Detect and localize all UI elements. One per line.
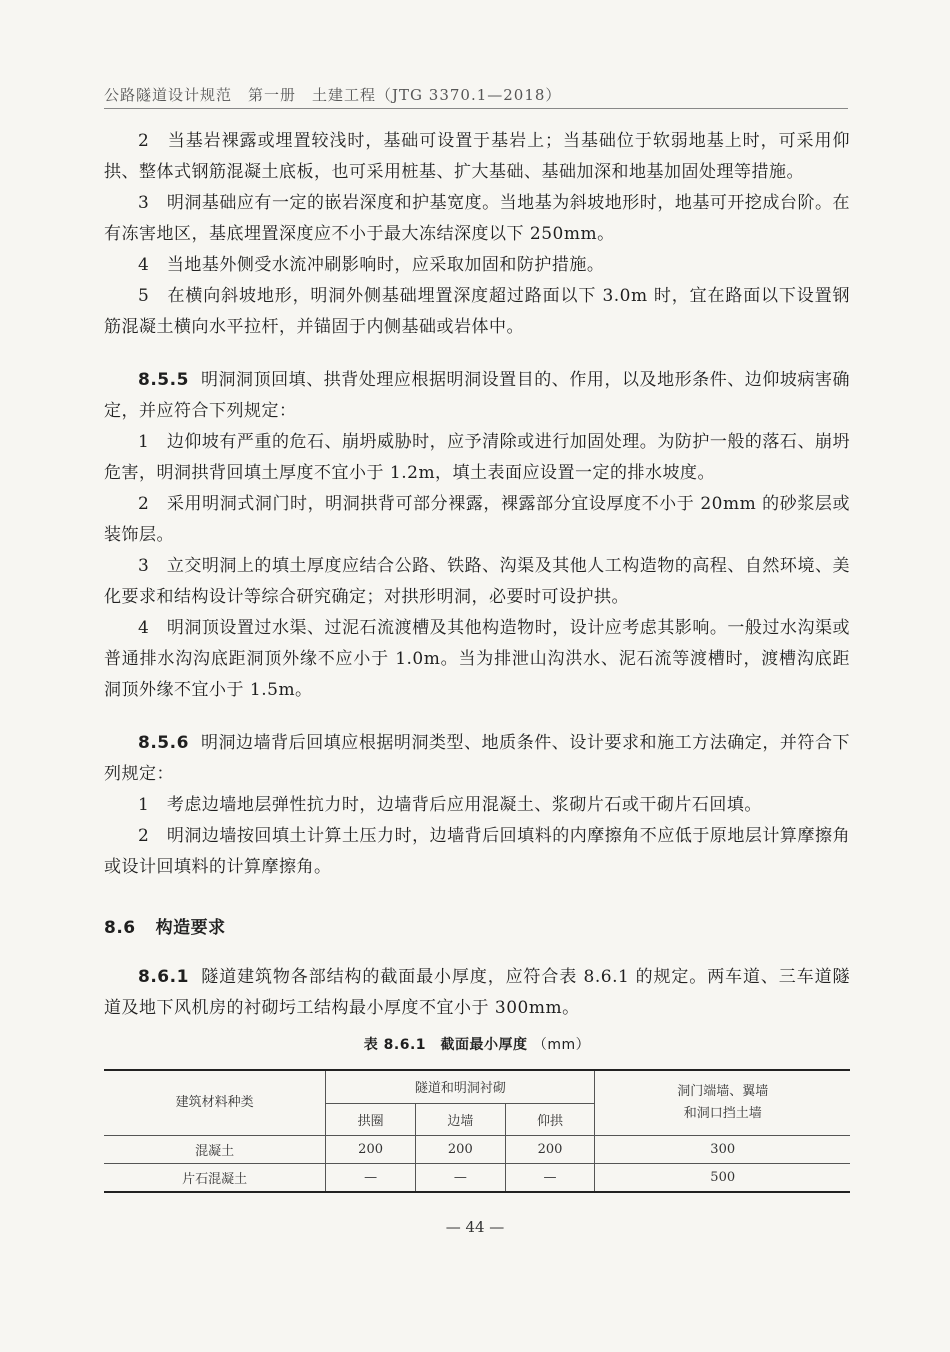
cell-portal: 500 bbox=[595, 1164, 850, 1193]
header-portal-line-1: 洞门端墙、翼墙 bbox=[677, 1084, 769, 1099]
cell-portal: 300 bbox=[595, 1136, 850, 1164]
section-title-text: 构造要求 bbox=[155, 918, 226, 938]
header-portal-line-2: 和洞口挡土墙 bbox=[683, 1106, 762, 1121]
running-header: 公路隧道设计规范 第一册 土建工程（JTG 3370.1—2018） bbox=[104, 86, 562, 104]
table-caption bbox=[104, 1030, 850, 1061]
min-thickness-table bbox=[104, 1069, 850, 1193]
section-number: 8.6 bbox=[104, 918, 136, 938]
section-heading-8-6 bbox=[104, 913, 850, 944]
clause-8-5-6 bbox=[104, 728, 850, 790]
clause-8-5-5-item-3: 3 立交明洞上的填土厚度应结合公路、铁路、沟渠及其他人工构造物的高程、自然环境、美化要求和结构设计等综合研究确定；对拱形明洞，必要时可设护拱。 bbox=[104, 556, 850, 607]
page-number: — 44 — bbox=[445, 1218, 505, 1236]
cell-invert: 200 bbox=[505, 1136, 595, 1164]
table-row bbox=[104, 1164, 850, 1193]
clause-text: 明洞洞顶回填、拱背处理应根据明洞设置目的、作用，以及地形条件、边仰坡病害确定，并应符合下列规定： bbox=[104, 370, 850, 421]
page-content bbox=[104, 126, 850, 1193]
cell-arch: 200 bbox=[326, 1136, 416, 1164]
table-caption-text: 表 8.6.1 截面最小厚度 bbox=[363, 1037, 528, 1053]
clause-text: 隧道建筑物各部结构的截面最小厚度，应符合表 8.6.1 的规定。两车道、三车道隧道及地下风机房的衬砌圬工结构最小厚度不宜小于 300mm。 bbox=[104, 967, 850, 1018]
header-wall: 边墙 bbox=[415, 1103, 505, 1135]
item-2-foundation: 2 当基岩裸露或埋置较浅时，基础可设置于基岩上；当基础位于软弱地基上时，可采用仰拱、整体式钢筋混凝土底板，也可采用桩基、扩大基础、基础加深和地基加固处理等措施。 bbox=[104, 131, 850, 182]
cell-invert: — bbox=[505, 1164, 595, 1193]
cell-wall: — bbox=[415, 1164, 505, 1193]
header-arch: 拱圈 bbox=[326, 1103, 416, 1135]
clause-8-6-1 bbox=[104, 962, 850, 1024]
clause-8-5-6-item-1: 1 考虑边墙地层弹性抗力时，边墙背后应用混凝土、浆砌片石或干砌片石回填。 bbox=[138, 795, 762, 815]
clause-number: 8.5.5 bbox=[138, 370, 189, 390]
clause-number: 8.6.1 bbox=[138, 967, 189, 987]
cell-arch: — bbox=[326, 1164, 416, 1193]
cell-material: 片石混凝土 bbox=[104, 1164, 326, 1193]
header-portal bbox=[595, 1070, 850, 1136]
clause-8-5-5-item-2: 2 采用明洞式洞门时，明洞拱背可部分裸露，裸露部分宜设厚度不小于 20mm 的砂浆层或装饰层。 bbox=[104, 494, 850, 545]
clause-8-5-6-item-2: 2 明洞边墙按回填土计算土压力时，边墙背后回填料的内摩擦角不应低于原地层计算摩擦角或设计回填料的计算摩擦角。 bbox=[104, 826, 850, 877]
header-rule bbox=[104, 108, 848, 109]
table-unit: （mm） bbox=[532, 1037, 591, 1053]
cell-wall: 200 bbox=[415, 1136, 505, 1164]
item-5-foundation: 5 在横向斜坡地形，明洞外侧基础埋置深度超过路面以下 3.0m 时，宜在路面以下设置钢筋混凝土横向水平拉杆，并锚固于内侧基础或岩体中。 bbox=[104, 286, 850, 337]
clause-8-5-5 bbox=[104, 365, 850, 427]
clause-8-5-5-item-1: 1 边仰坡有严重的危石、崩坍威胁时，应予清除或进行加固处理。为防护一般的落石、崩坍危害，明洞拱背回填土厚度不宜小于 1.2m，填土表面应设置一定的排水坡度。 bbox=[104, 432, 850, 483]
clause-number: 8.5.6 bbox=[138, 733, 189, 753]
cell-material: 混凝土 bbox=[104, 1136, 326, 1164]
table-header-row bbox=[104, 1070, 850, 1103]
clause-8-5-5-item-4: 4 明洞顶设置过水渠、过泥石流渡槽及其他构造物时，设计应考虑其影响。一般过水沟渠或普通排水沟沟底距洞顶外缘不应小于 1.0m。当为排泄山沟洪水、泥石流等渡槽时，渡槽沟底距洞顶外缘不宜小于 1.5m。 bbox=[104, 618, 850, 700]
clause-text: 明洞边墙背后回填应根据明洞类型、地质条件、设计要求和施工方法确定，并符合下列规定： bbox=[104, 733, 850, 784]
item-4-foundation: 4 当地基外侧受水流冲刷影响时，应采取加固和防护措施。 bbox=[138, 255, 605, 275]
header-material: 建筑材料种类 bbox=[104, 1070, 326, 1136]
header-lining-group: 隧道和明洞衬砌 bbox=[326, 1070, 595, 1103]
header-invert: 仰拱 bbox=[505, 1103, 595, 1135]
item-3-foundation: 3 明洞基础应有一定的嵌岩深度和护基宽度。当地基为斜坡地形时，地基可开挖成台阶。在有冻害地区，基底埋置深度应不小于最大冻结深度以下 250mm。 bbox=[104, 193, 850, 244]
table-row bbox=[104, 1136, 850, 1164]
